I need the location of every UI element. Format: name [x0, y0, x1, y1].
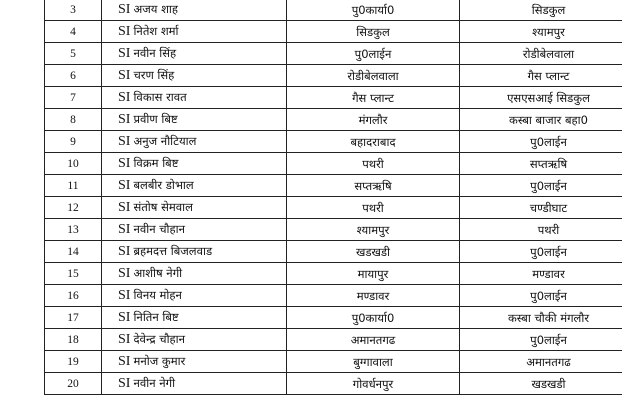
officer-name: विक्रम बिष्ट	[133, 156, 179, 170]
rank-prefix: SI	[118, 266, 131, 281]
new-posting-cell: चण्डीघाट	[460, 197, 622, 219]
rank-prefix: SI	[118, 332, 131, 347]
serial-number-cell: 17	[45, 307, 102, 329]
serial-number-cell: 10	[45, 153, 102, 175]
current-posting-cell: गैस प्लान्ट	[287, 87, 460, 109]
new-posting-cell: पु0लाईन	[460, 241, 622, 263]
new-posting-cell: पथरी	[460, 219, 622, 241]
serial-number-cell: 15	[45, 263, 102, 285]
transfer-table-body	[45, 0, 622, 395]
officer-name: विनय मोहन	[133, 288, 182, 302]
officer-name: देवेन्द्र चौहान	[133, 332, 186, 346]
officer-name-cell	[102, 43, 287, 65]
current-posting-cell: पु0लाईन	[287, 43, 460, 65]
officer-name-cell	[102, 197, 287, 219]
rank-prefix: SI	[118, 90, 131, 105]
officer-name-cell	[102, 131, 287, 153]
table-row	[45, 307, 622, 329]
new-posting-cell: पु0लाईन	[460, 175, 622, 197]
officer-name: आशीष नेगी	[133, 266, 183, 280]
serial-number-cell: 5	[45, 43, 102, 65]
rank-prefix: SI	[118, 310, 131, 325]
current-posting-cell: सिडकुल	[287, 21, 460, 43]
officer-name: नवीन नेगी	[133, 376, 176, 390]
rank-prefix: SI	[118, 134, 131, 149]
rank-prefix: SI	[118, 288, 131, 303]
officer-name-cell	[102, 153, 287, 175]
officer-name: विकास रावत	[133, 90, 187, 104]
table-row	[45, 329, 622, 351]
new-posting-cell: कस्बा बाजार बहा0	[460, 109, 622, 131]
officer-name-cell	[102, 219, 287, 241]
table-row	[45, 0, 622, 21]
officer-name-cell	[102, 241, 287, 263]
serial-number-cell: 13	[45, 219, 102, 241]
rank-prefix: SI	[118, 68, 131, 83]
officer-name: अनुज नौटियाल	[133, 134, 197, 148]
serial-number-cell: 8	[45, 109, 102, 131]
table-row	[45, 219, 622, 241]
current-posting-cell: बहादराबाद	[287, 131, 460, 153]
rank-prefix: SI	[118, 354, 131, 369]
table-row	[45, 285, 622, 307]
current-posting-cell: मंगलौर	[287, 109, 460, 131]
officer-name-cell	[102, 329, 287, 351]
rank-prefix: SI	[118, 2, 131, 17]
current-posting-cell: पु0कार्या0	[287, 0, 460, 21]
serial-number-cell: 20	[45, 373, 102, 395]
table-row	[45, 241, 622, 263]
table-row	[45, 109, 622, 131]
rank-prefix: SI	[118, 200, 131, 215]
table-row	[45, 373, 622, 395]
serial-number-cell: 3	[45, 0, 102, 21]
table-row	[45, 263, 622, 285]
serial-number-cell: 19	[45, 351, 102, 373]
officer-name-cell	[102, 175, 287, 197]
current-posting-cell: पु0कार्या0	[287, 307, 460, 329]
serial-number-cell: 9	[45, 131, 102, 153]
officer-name-cell	[102, 285, 287, 307]
transfer-table	[44, 0, 622, 395]
table-row	[45, 65, 622, 87]
officer-name-cell	[102, 373, 287, 395]
current-posting-cell: श्यामपुर	[287, 219, 460, 241]
new-posting-cell: गैस प्लान्ट	[460, 65, 622, 87]
serial-number-cell: 16	[45, 285, 102, 307]
new-posting-cell: कस्बा चौकी मंगलौर	[460, 307, 622, 329]
serial-number-cell: 12	[45, 197, 102, 219]
officer-name: ब्रहमदत्त बिजलवाड	[133, 244, 213, 258]
table-row	[45, 351, 622, 373]
serial-number-cell: 7	[45, 87, 102, 109]
rank-prefix: SI	[118, 178, 131, 193]
rank-prefix: SI	[118, 222, 131, 237]
new-posting-cell: खडखडी	[460, 373, 622, 395]
new-posting-cell: रोडीबेलवाला	[460, 43, 622, 65]
current-posting-cell: पथरी	[287, 153, 460, 175]
rank-prefix: SI	[118, 112, 131, 127]
table-row	[45, 43, 622, 65]
officer-name-cell	[102, 21, 287, 43]
current-posting-cell: मायापुर	[287, 263, 460, 285]
current-posting-cell: सप्तऋषि	[287, 175, 460, 197]
new-posting-cell: सप्तऋषि	[460, 153, 622, 175]
table-row	[45, 21, 622, 43]
rank-prefix: SI	[118, 244, 131, 259]
new-posting-cell: सिडकुल	[460, 0, 622, 21]
officer-name-cell	[102, 109, 287, 131]
officer-name: नवीन सिंह	[133, 46, 177, 60]
current-posting-cell: पथरी	[287, 197, 460, 219]
serial-number-cell: 11	[45, 175, 102, 197]
current-posting-cell: रोडीबेलवाला	[287, 65, 460, 87]
officer-name: संतोष सेमवाल	[133, 200, 193, 214]
table-row	[45, 131, 622, 153]
officer-name-cell	[102, 351, 287, 373]
rank-prefix: SI	[118, 156, 131, 171]
serial-number-cell: 14	[45, 241, 102, 263]
officer-name: बलबीर डोभाल	[133, 178, 194, 192]
rank-prefix: SI	[118, 376, 131, 391]
officer-name-cell	[102, 263, 287, 285]
rank-prefix: SI	[118, 24, 131, 39]
current-posting-cell: गोवर्धनपुर	[287, 373, 460, 395]
current-posting-cell: अमानतगढ	[287, 329, 460, 351]
officer-name: चरण सिंह	[133, 68, 175, 82]
new-posting-cell: श्यामपुर	[460, 21, 622, 43]
current-posting-cell: मण्डावर	[287, 285, 460, 307]
officer-name: मनोज कुमार	[133, 354, 186, 368]
new-posting-cell: पु0लाईन	[460, 131, 622, 153]
table-row	[45, 197, 622, 219]
current-posting-cell: बुग्गावाला	[287, 351, 460, 373]
new-posting-cell: पु0लाईन	[460, 329, 622, 351]
officer-name: अजय शाह	[133, 2, 179, 16]
officer-name: नितेश शर्मा	[133, 24, 179, 38]
new-posting-cell: मण्डावर	[460, 263, 622, 285]
new-posting-cell: पु0लाईन	[460, 285, 622, 307]
serial-number-cell: 6	[45, 65, 102, 87]
new-posting-cell: एसएसआई सिडकुल	[460, 87, 622, 109]
officer-name-cell	[102, 0, 287, 21]
officer-name: प्रवीण बिष्ट	[133, 112, 178, 126]
current-posting-cell: खडखडी	[287, 241, 460, 263]
officer-name: नितिन बिष्ट	[133, 310, 179, 324]
table-row	[45, 87, 622, 109]
new-posting-cell: अमानतगढ	[460, 351, 622, 373]
officer-name-cell	[102, 307, 287, 329]
table-row	[45, 175, 622, 197]
officer-name-cell	[102, 65, 287, 87]
officer-name: नवीन चौहान	[133, 222, 185, 236]
officer-name-cell	[102, 87, 287, 109]
rank-prefix: SI	[118, 46, 131, 61]
table-row	[45, 153, 622, 175]
serial-number-cell: 4	[45, 21, 102, 43]
serial-number-cell: 18	[45, 329, 102, 351]
